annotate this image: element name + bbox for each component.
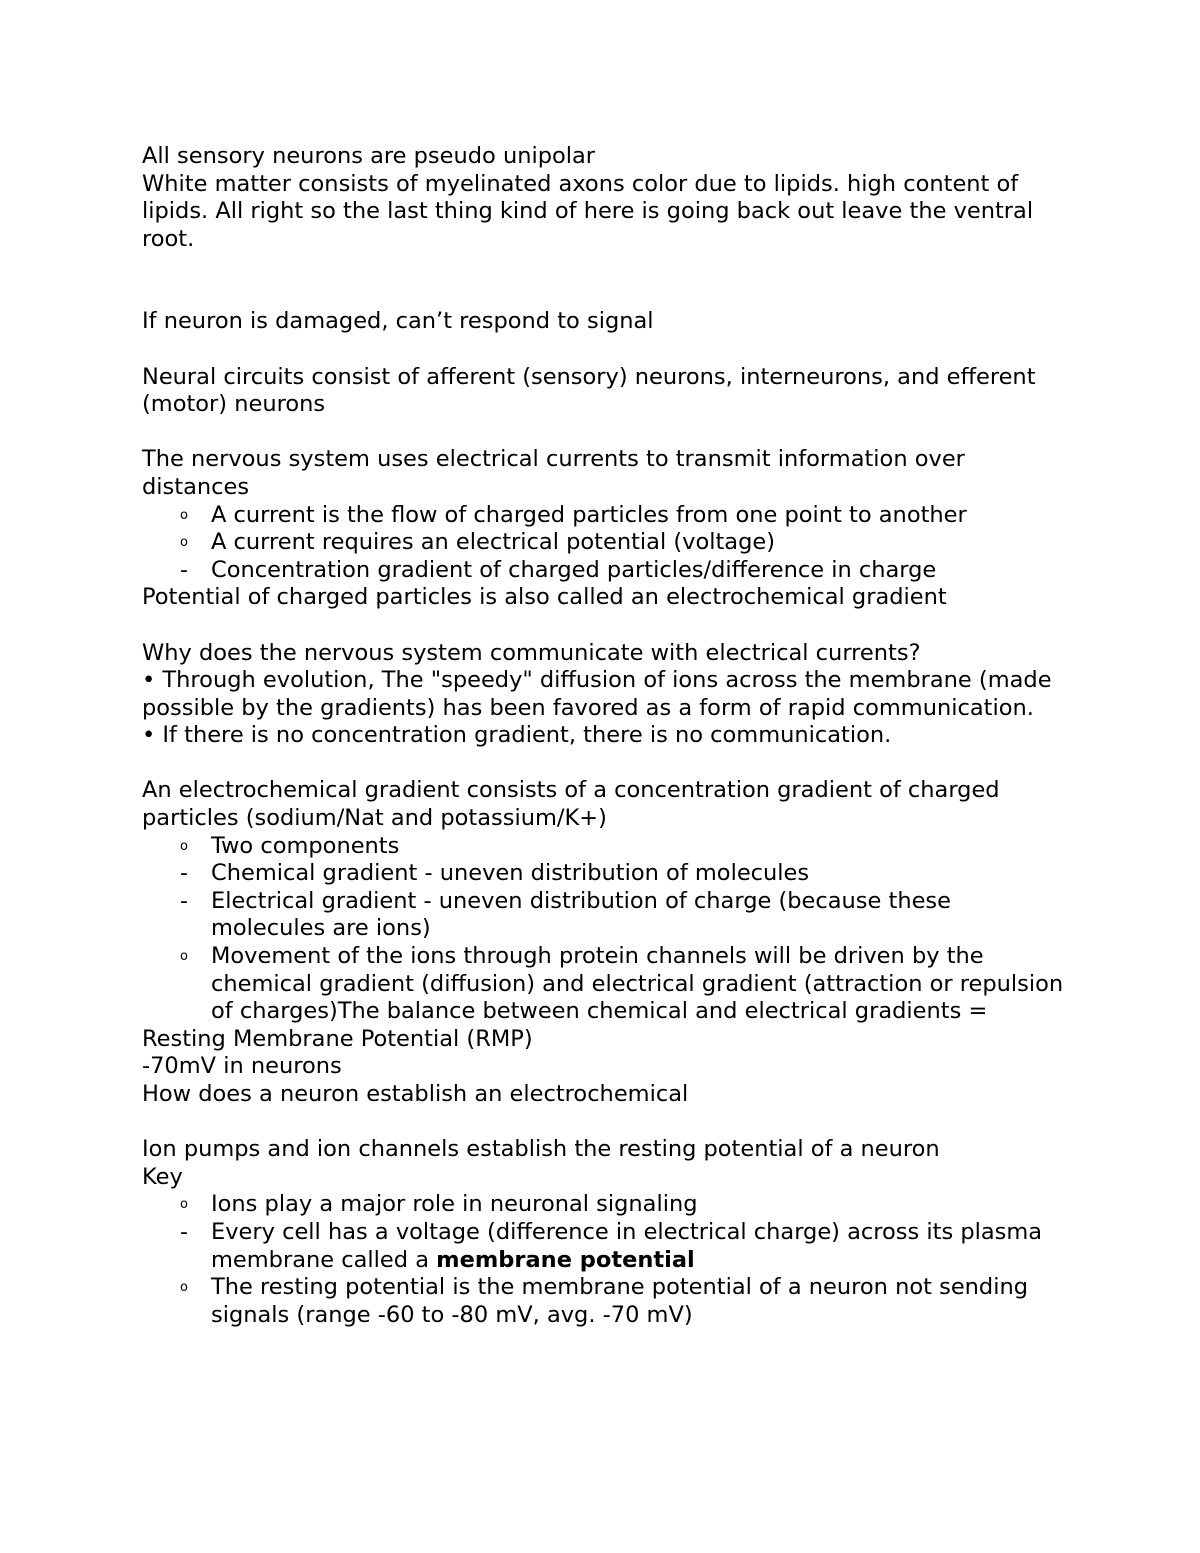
dash-bullet-icon: - [180, 557, 188, 583]
paragraph: An electrochemical gradient consists of a concentration gradient of charged particles (sodium/Nat and potassium/K+) [142, 777, 1000, 832]
paragraph: Resting Membrane Potential (RMP) [142, 1025, 533, 1052]
list-item: o Two components [180, 832, 400, 859]
paragraph: How does a neuron establish an electrochemical [142, 1081, 689, 1107]
bold-term: membrane potential [436, 1246, 695, 1273]
circle-bullet-icon: o [180, 838, 188, 854]
dash-bullet-icon: - [180, 1219, 188, 1245]
paragraph: Potential of charged particles is also called an electrochemical gradient [142, 584, 947, 611]
paragraph: White matter consists of myelinated axons color due to lipids. high content of lipids. All right so the last thing kind of here is going back out leave the ventral root. [142, 170, 1034, 252]
list-item: - Concentration gradient of charged particles/difference in charge [180, 556, 937, 583]
dash-bullet-icon: - [180, 861, 188, 887]
circle-bullet-icon: o [180, 535, 188, 551]
list-item: - Chemical gradient - uneven distribution of molecules [180, 860, 810, 887]
list-item: - Electrical gradient - uneven distribution of charge (because these molecules are ions) [180, 887, 951, 942]
list-item-text: Every cell has a voltage (difference in electrical charge) across its plasma membrane called a [211, 1218, 1043, 1273]
paragraph: • If there is no concentration gradient, there is no communication. [142, 722, 892, 749]
circle-bullet-icon: o [180, 949, 188, 965]
circle-bullet-icon: o [180, 507, 188, 523]
paragraph: Neural circuits consist of afferent (sensory) neurons, interneurons, and efferent (motor) neurons [142, 363, 1036, 418]
paragraph: Why does the nervous system communicate with electrical currents? [142, 639, 921, 666]
paragraph: All sensory neurons are pseudo unipolar [142, 143, 596, 169]
document-body [142, 143, 1072, 1329]
list-item: o A current is the flow of charged particles from one point to another [180, 501, 967, 528]
dash-bullet-icon: - [180, 888, 188, 914]
list-item [142, 1219, 1072, 1274]
paragraph: Ion pumps and ion channels establish the resting potential of a neuron [142, 1136, 940, 1163]
paragraph: -70mV in neurons [142, 1053, 342, 1080]
paragraph: The nervous system uses electrical currents to transmit information over distances [142, 446, 965, 500]
paragraph: Key [142, 1163, 183, 1190]
list-item: o The resting potential is the membrane potential of a neuron not sending signals (range -60 to -80 mV, avg. -70 mV) [180, 1274, 1028, 1328]
list-item: o Ions play a major role in neuronal signaling [180, 1191, 698, 1218]
paragraph: If neuron is damaged, can’t respond to signal [142, 308, 654, 335]
circle-bullet-icon: o [180, 1197, 188, 1213]
list-item: o A current requires an electrical potential (voltage) [180, 529, 775, 556]
circle-bullet-icon: o [180, 1280, 188, 1296]
paragraph: • Through evolution, The "speedy" diffusion of ions across the membrane (made possible by the gradients) has been favored as a form of rapid communication. [142, 667, 1052, 721]
list-item: o Movement of the ions through protein channels will be driven by the chemical gradient (diffusion) and electrical gradient (attraction or repulsion of charges)The balance between chemical and electrical gradients = [180, 943, 1064, 1025]
